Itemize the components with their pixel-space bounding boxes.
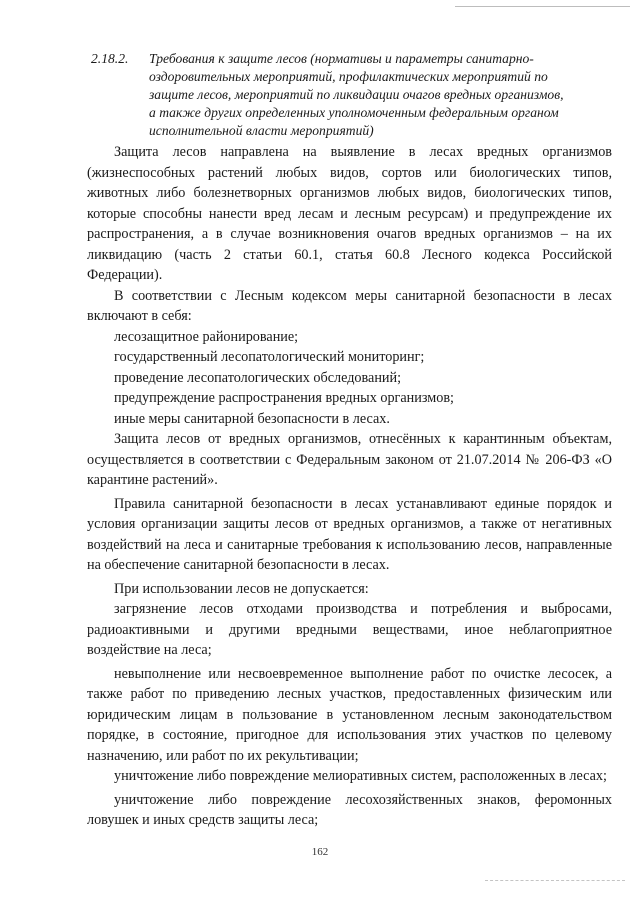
document-page [87,50,612,831]
list-item: проведение лесопатологических обследований; [114,369,402,386]
list-item: иные меры санитарной безопасности в лесах. [114,410,390,427]
section-heading [91,50,612,140]
prohibitions-list [87,599,612,831]
list-item: уничтожение либо повреждение лесохозяйственных знаков, феромонных ловушек и иных средств защиты леса; [87,791,612,828]
list-item: предупреждение распространения вредных организмов; [114,390,454,406]
bottom-scan-rule [485,880,625,881]
list-item: лесозащитное районирование; [114,328,299,345]
section-title: Требования к защите лесов (нормативы и параметры санитарно-оздоровительных мероприятий, профилактических мероприятий по защите лесов, мероприятий по ликвидации очагов вредных организмов, а также других определенных уполномоченным федеральным органом исполнительной власти мероприятий) [149,51,564,138]
list-item: государственный лесопатологический мониторинг; [114,349,425,365]
paragraph-forest-protection-purpose: Защита лесов направлена на выявление в лесах вредных организмов (жизнеспособных растений любых видов, сортов или биологических типов, животных либо болезнетворных организмов любых видов, биологических типов, которые способны нанести вред лесам и лесным ресурсам) и предупреждение их распространения, а в случае возникновения очагов вредных организмов – на их ликвидацию (часть 2 статьи 60.1, статья 60.8 Лесного кодекса Российской Федерации). [87,144,612,283]
list-item: загрязнение лесов отходами производства и потребления и выбросами, радиоактивными и другими вредными веществами, иное неблагоприятное воздействие на леса; [87,601,612,658]
list-item: уничтожение либо повреждение мелиоративных систем, расположенных в лесах; [114,768,607,784]
paragraph-sanitary-rules: Правила санитарной безопасности в лесах устанавливают единые порядок и условия организации защиты лесов от вредных организмов, а также от негативных воздействий на леса и санитарные требования к использованию лесов, направленные на обеспечение санитарной безопасности в лесах. [87,495,612,573]
paragraph-quarantine: Защита лесов от вредных организмов, отнесённых к карантинным объектам, осуществляется в соответствии с Федеральным законом от 21.07.2014 № 206-ФЗ «О карантине растений». [87,431,612,488]
paragraph-sanitary-measures-intro: В соответствии с Лесным кодексом меры санитарной безопасности в лесах включают в себя: [87,287,612,324]
measures-list [87,327,612,430]
page-number: 162 [311,846,329,858]
paragraph-prohibitions-intro: При использовании лесов не допускается: [114,580,369,597]
section-number: 2.18.2. [91,51,129,66]
top-scan-rule [455,6,630,7]
list-item: невыполнение или несвоевременное выполнение работ по очистке лесосек, а также работ по приведению лесных участков, предоставленных физическим или юридическим лицам в пользование в установленном лесным законодательством порядке, в состояние, пригодное для использования этих участков по целевому назначению, или работ по их рекультивации; [87,665,612,764]
